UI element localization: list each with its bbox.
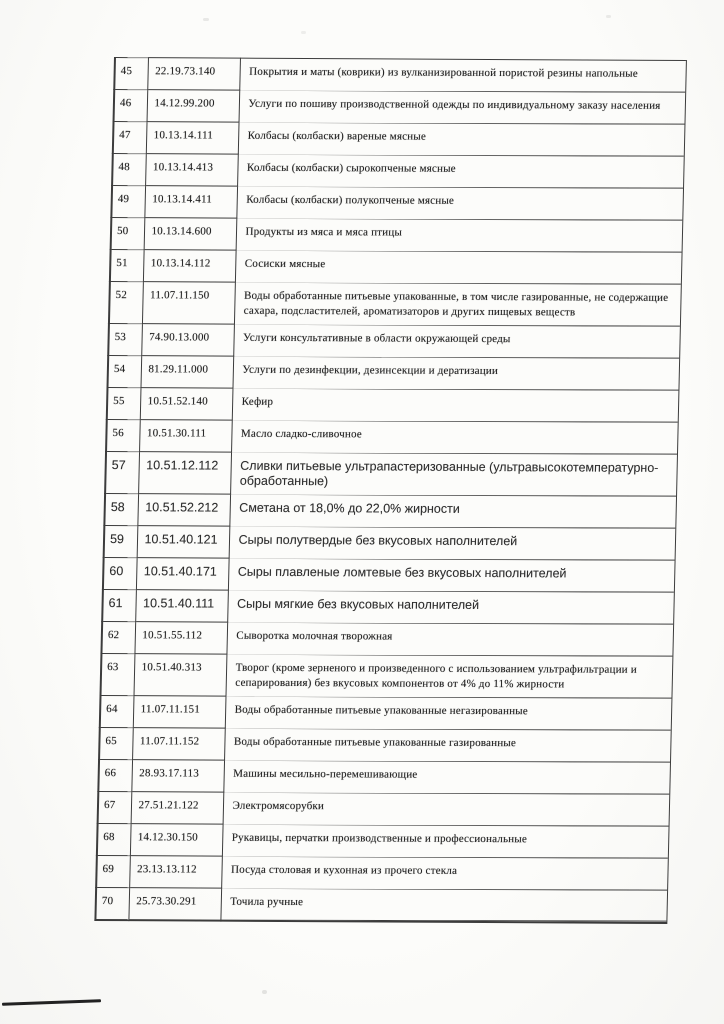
table-row: [102, 590, 674, 625]
product-description: Творог (кроме зерненого и произведенного с использованием ультрафильтрации и сепарирования) без вкусовых компонентов от 4% до 11% жирности: [225, 654, 672, 698]
product-description: Сосиски мясные: [235, 250, 682, 284]
product-code: 28.93.17.113: [131, 760, 224, 792]
row-number: 63: [101, 654, 135, 696]
table-row: [112, 154, 684, 189]
row-number: 48: [112, 154, 146, 186]
product-description: Электромясорубки: [223, 792, 670, 826]
row-number: 45: [114, 58, 148, 90]
table-row: [98, 792, 670, 827]
table-row: [100, 696, 672, 731]
table-row: [108, 324, 680, 359]
row-number: 51: [110, 250, 144, 282]
product-code: 10.51.40.121: [137, 526, 230, 558]
product-code: 25.73.30.291: [128, 888, 221, 920]
product-code: 10.51.52.140: [140, 388, 233, 420]
product-code: 11.07.11.152: [132, 728, 225, 760]
product-description: Масло сладко-сливочное: [231, 420, 678, 454]
table-row: [113, 122, 685, 157]
row-number: 47: [113, 122, 147, 154]
row-number: 61: [102, 590, 136, 622]
table-row: [114, 58, 686, 93]
product-description: Колбасы (колбаски) сырокопченые мясные: [237, 154, 684, 188]
product-description: Рукавицы, перчатки производственные и профессиональные: [222, 824, 669, 858]
product-code: 10.13.14.112: [143, 250, 236, 282]
table-body: [95, 58, 686, 923]
scan-speck-artifact: [606, 15, 611, 18]
table-row: [107, 356, 679, 391]
product-description: Колбасы (колбаски) вареные мясные: [238, 122, 685, 156]
table-row: [101, 654, 673, 699]
product-code: 27.51.21.122: [131, 792, 224, 824]
product-code: 10.13.14.411: [144, 186, 237, 218]
table-row: [111, 186, 683, 221]
row-number: 55: [107, 388, 141, 420]
product-code: 74.90.13.000: [141, 324, 234, 356]
product-description: Сливки питьевые ультрапастеризованные (ультравысокотемпературно- обработанные): [230, 452, 677, 496]
product-description: Услуги консультативные в области окружающей среды: [233, 324, 680, 358]
row-number: 54: [107, 356, 141, 388]
row-number: 64: [100, 696, 134, 728]
table-row: [96, 856, 668, 891]
product-code: 10.51.12.112: [138, 452, 231, 494]
product-description: Точила ручные: [220, 888, 667, 922]
row-number: 68: [97, 824, 131, 856]
product-description: Воды обработанные питьевые упакованные негазированные: [225, 696, 672, 730]
product-description: Услуги по пошиву производственной одежды по индивидуальному заказу населения: [239, 90, 686, 124]
table-row: [99, 728, 671, 763]
table-row: [105, 452, 677, 497]
table-row: [109, 282, 681, 327]
product-code: 10.13.14.413: [145, 154, 238, 186]
scan-speck-artifact: [301, 31, 306, 34]
product-description: Покрытия и маты (коврики) из вулканизированной пористой резины напольные: [239, 58, 686, 92]
product-code: 10.51.40.313: [134, 654, 227, 696]
product-code: 22.19.73.140: [147, 58, 240, 90]
row-number: 52: [109, 282, 143, 324]
product-code: 10.51.40.111: [135, 590, 228, 622]
row-number: 58: [104, 494, 138, 526]
row-number: 50: [111, 218, 145, 250]
product-description: Сыры плавленые ломтевые без вкусовых наполнителей: [228, 558, 675, 592]
product-description: Воды обработанные питьевые упакованные газированные: [224, 728, 671, 762]
product-description: Воды обработанные питьевые упакованные, в том числе газированные, не содержащие сахара, подсластителей, ароматизаторов и других пищевых веществ: [234, 282, 681, 326]
scan-line-artifact: [2, 999, 101, 1005]
product-description: Кефир: [232, 388, 679, 422]
product-description: Сыры мягкие без вкусовых наполнителей: [227, 590, 674, 624]
product-code: 14.12.30.150: [130, 824, 223, 856]
row-number: 46: [114, 90, 148, 122]
row-number: 69: [96, 856, 130, 888]
row-number: 56: [106, 420, 140, 452]
product-description: Колбасы (колбаски) полукопченые мясные: [236, 186, 683, 220]
row-number: 57: [105, 452, 139, 494]
table-row: [106, 420, 678, 455]
row-number: 59: [104, 526, 138, 558]
product-code: 10.51.55.112: [134, 622, 227, 654]
row-number: 65: [99, 728, 133, 760]
table-row: [95, 888, 667, 923]
table-row: [110, 250, 682, 285]
table-row: [107, 388, 679, 423]
row-number: 49: [111, 186, 145, 218]
scan-speck-artifact: [262, 990, 267, 994]
product-description: Услуги по дезинфекции, дезинсекции и дератизации: [232, 356, 679, 390]
product-code: 14.12.99.200: [147, 90, 240, 122]
row-number: 66: [98, 760, 132, 792]
product-code: 10.13.14.600: [144, 218, 237, 250]
table-row: [104, 526, 676, 561]
table-row: [111, 218, 683, 253]
product-description: Посуда столовая и кухонная из прочего стекла: [221, 856, 668, 890]
product-code: 81.29.11.000: [140, 356, 233, 388]
product-description: Продукты из мяса и мяса птицы: [236, 218, 683, 252]
product-code: 10.51.30.111: [139, 420, 232, 452]
product-code: 10.51.52.212: [137, 494, 230, 526]
table-row: [104, 494, 676, 529]
table-row: [97, 824, 669, 859]
product-code: 23.13.13.112: [129, 856, 222, 888]
product-codes-table: [94, 57, 687, 924]
product-code: 11.07.11.150: [142, 282, 235, 324]
table-row: [98, 760, 670, 795]
table-row: [114, 90, 686, 125]
scan-speck-artifact: [203, 18, 209, 21]
product-description: Сыры полутвердые без вкусовых наполнителей: [229, 526, 676, 560]
row-number: 60: [103, 558, 137, 590]
product-code: 10.51.40.171: [136, 558, 229, 590]
product-description: Сметана от 18,0% до 22,0% жирности: [229, 494, 676, 528]
product-description: Машины месильно-перемешивающие: [223, 760, 670, 794]
row-number: 53: [108, 324, 142, 356]
row-number: 70: [95, 888, 129, 920]
product-code: 10.13.14.111: [146, 122, 239, 154]
row-number: 62: [101, 622, 135, 654]
row-number: 67: [98, 792, 132, 824]
table-row: [103, 558, 675, 593]
table-row: [101, 622, 673, 657]
product-code: 11.07.11.151: [133, 696, 226, 728]
product-description: Сыворотка молочная творожная: [226, 622, 673, 656]
